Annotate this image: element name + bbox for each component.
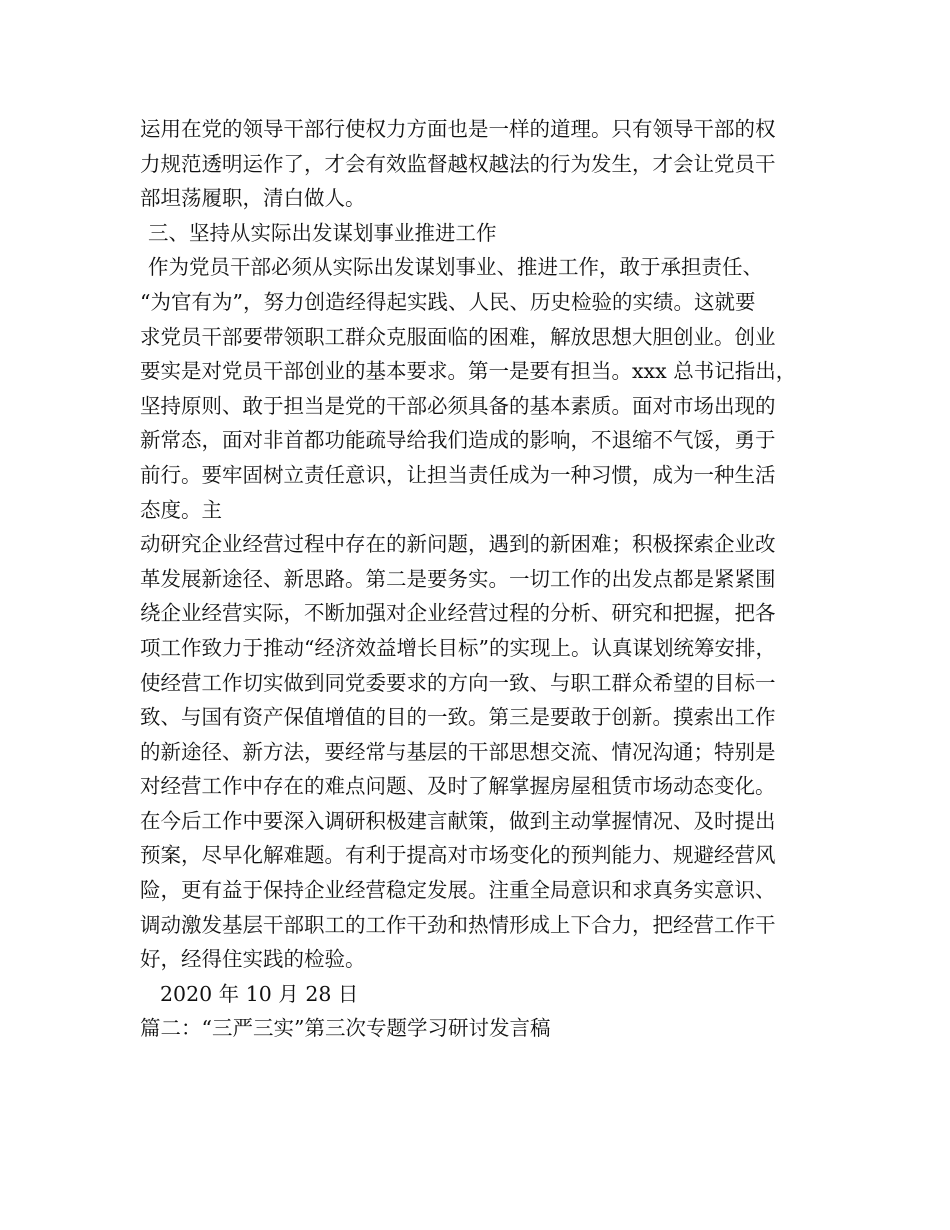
paragraph-line: 绕企业经营实际，不断加强对企业经营过程的分析、研究和把握，把各 [140,601,776,626]
paragraph-line: 革发展新途径、新思路。第二是要务实。一切工作的出发点都是紧紧围 [140,566,776,591]
paragraph-line: “为官有为”，努力创造经得起实践、人民、历史检验的实绩。这就要 [140,289,756,314]
paragraph-line: 坚持原则、敢于担当是党的干部必须具备的基本素质。面对市场出现的 [140,393,776,418]
paragraph-line: 态度。主 [140,497,222,522]
paragraph-line: 部坦荡履职，清白做人。 [140,186,366,211]
paragraph-line: 新常态，面对非首都功能疏导给我们造成的影响，不退缩不气馁，勇于 [140,428,776,453]
paragraph-line: 在今后工作中要深入调研积极建言献策，做到主动掌握情况、及时提出 [140,808,776,833]
document-date: 2020 年 10 月 28 日 [160,981,359,1006]
paragraph-line: 项工作致力于推动“经济效益增长目标”的实现上。认真谋划统筹安排， [140,635,776,660]
paragraph-line: 致、与国有资产保值增值的目的一致。第三是要敢于创新。摸索出工作 [140,705,776,730]
paragraph-line: 的新途径、新方法，要经常与基层的干部思想交流、情况沟通；特别是 [140,739,776,764]
paragraph-line: 对经营工作中存在的难点问题、及时了解掌握房屋租赁市场动态变化。 [140,774,776,799]
paragraph-line: 作为党员干部必须从实际出发谋划事业、推进工作，敢于承担责任、 [148,255,763,280]
paragraph-line: 前行。要牢固树立责任意识，让担当责任成为一种习惯，成为一种生活 [140,462,776,487]
paragraph-line: 要实是对党员干部创业的基本要求。第一是要有担当。xxx 总书记指出， [140,359,797,384]
paragraph-line: 求党员干部要带领职工群众克服面临的困难，解放思想大胆创业。创业 [140,324,776,349]
document-body [140,112,830,1046]
section-title: 篇二：“三严三实”第三次专题学习研讨发言稿 [140,1016,551,1041]
paragraph-line: 险，更有益于保持企业经营稳定发展。注重全局意识和求真务实意识、 [140,878,776,903]
paragraph-line: 调动激发基层干部职工的工作干劲和热情形成上下合力，把经营工作干 [140,912,776,937]
paragraph-line: 力规范透明运作了，才会有效监督越权越法的行为发生，才会让党员干 [140,151,776,176]
paragraph-line: 运用在党的领导干部行使权力方面也是一样的道理。只有领导干部的权 [140,117,776,141]
paragraph-line: 好，经得住实践的检验。 [140,947,366,972]
section-heading: 三、坚持从实际出发谋划事业推进工作 [148,220,497,245]
paragraph-line: 使经营工作切实做到同党委要求的方向一致、与职工群众希望的目标一 [140,670,776,695]
paragraph-line: 动研究企业经营过程中存在的新问题，遇到的新困难；积极探索企业改 [140,532,776,557]
paragraph-line: 预案，尽早化解难题。有利于提高对市场变化的预判能力、规避经营风 [140,843,776,868]
